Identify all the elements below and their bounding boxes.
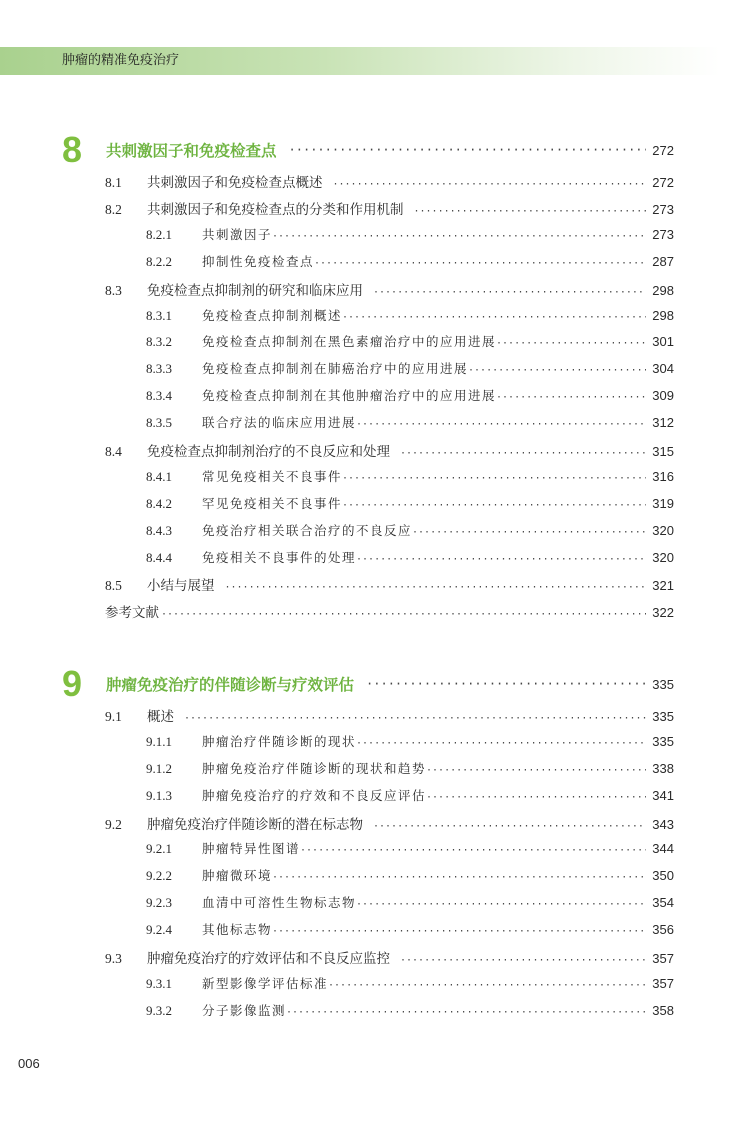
section-title: 其他标志物 bbox=[202, 922, 273, 937]
page-ref: 298 bbox=[652, 283, 674, 298]
section-number: 8.2.1 bbox=[146, 227, 172, 242]
page-ref: 312 bbox=[652, 415, 674, 430]
section-title: 共刺激因子和免疫检查点的分类和作用机制 bbox=[147, 202, 404, 218]
leader-dots bbox=[300, 845, 646, 856]
page-ref: 315 bbox=[652, 444, 674, 459]
section-title: 共刺激因子 bbox=[202, 227, 273, 242]
toc-subsection-entry[interactable] bbox=[146, 359, 674, 385]
section-title: 常见免疫相关不良事件 bbox=[202, 469, 343, 484]
section-title: 免疫检查点抑制剂治疗的不良反应和处理 bbox=[147, 444, 390, 460]
toc-section-entry[interactable] bbox=[105, 440, 674, 466]
toc-subsection-entry[interactable] bbox=[146, 386, 674, 412]
page-ref: 320 bbox=[652, 550, 674, 565]
leader-dots bbox=[366, 677, 646, 691]
section-number: 9.3 bbox=[105, 951, 122, 966]
leader-dots bbox=[289, 143, 647, 157]
page-ref: 354 bbox=[652, 895, 674, 910]
section-number: 8.5 bbox=[105, 578, 122, 593]
section-number: 9.2.3 bbox=[146, 895, 172, 910]
toc-subsection-entry[interactable] bbox=[146, 920, 674, 946]
toc-subsection-entry[interactable] bbox=[146, 252, 674, 278]
section-number: 8.2 bbox=[105, 202, 122, 217]
page-ref: 356 bbox=[652, 922, 674, 937]
section-number: 8.3.3 bbox=[146, 361, 172, 376]
leader-dots bbox=[225, 582, 647, 593]
toc-subsection-entry[interactable] bbox=[146, 786, 674, 812]
page-ref: 272 bbox=[652, 142, 674, 158]
page-ref: 321 bbox=[652, 578, 674, 593]
section-number: 8.4 bbox=[105, 444, 122, 459]
toc-subsection-entry[interactable] bbox=[146, 467, 674, 493]
leader-dots bbox=[161, 609, 646, 620]
page-ref: 322 bbox=[652, 605, 674, 620]
chapter-number: 8 bbox=[62, 129, 83, 170]
toc-section-entry[interactable] bbox=[105, 198, 674, 224]
page-ref: 320 bbox=[652, 523, 674, 538]
section-number: 8.1 bbox=[105, 175, 122, 190]
page-ref: 301 bbox=[652, 334, 674, 349]
section-number: 8.3 bbox=[105, 283, 122, 298]
section-number: 8.4.2 bbox=[146, 496, 172, 511]
page-ref: 350 bbox=[652, 868, 674, 883]
section-title: 肿瘤免疫治疗的疗效和不良反应评估 bbox=[202, 788, 427, 803]
section-title: 分子影像监测 bbox=[202, 1003, 287, 1018]
page-ref: 304 bbox=[652, 361, 674, 376]
section-number: 9.1.3 bbox=[146, 788, 172, 803]
toc-subsection-entry[interactable] bbox=[146, 1001, 674, 1027]
leader-dots bbox=[342, 473, 646, 484]
toc-entry-references[interactable] bbox=[105, 601, 674, 627]
page-ref: 273 bbox=[652, 202, 674, 217]
toc-section-entry[interactable] bbox=[105, 705, 674, 731]
toc-section-entry[interactable] bbox=[105, 947, 674, 973]
section-number: 8.4.4 bbox=[146, 550, 172, 565]
section-number: 8.4.1 bbox=[146, 469, 172, 484]
section-title: 免疫检查点抑制剂在黑色素瘤治疗中的应用进展 bbox=[202, 334, 497, 349]
toc-subsection-entry[interactable] bbox=[146, 866, 674, 892]
chapter-title: 共刺激因子和免疫检查点 bbox=[106, 142, 277, 160]
page-ref: 338 bbox=[652, 761, 674, 776]
page-ref: 309 bbox=[652, 388, 674, 403]
section-title: 免疫检查点抑制剂概述 bbox=[202, 308, 343, 323]
toc-section-entry[interactable] bbox=[105, 171, 674, 197]
toc-subsection-entry[interactable] bbox=[146, 306, 674, 332]
section-title: 肿瘤治疗伴随诊断的现状 bbox=[202, 734, 357, 749]
section-number: 9.2.4 bbox=[146, 922, 172, 937]
leader-dots bbox=[373, 287, 646, 298]
section-number: 8.3.5 bbox=[146, 415, 172, 430]
page-ref: 335 bbox=[652, 676, 674, 692]
chapter-title: 肿瘤免疫治疗的伴随诊断与疗效评估 bbox=[106, 676, 355, 694]
section-number: 8.3.4 bbox=[146, 388, 172, 403]
section-number: 8.3.1 bbox=[146, 308, 172, 323]
leader-dots bbox=[272, 231, 646, 242]
toc-subsection-entry[interactable] bbox=[146, 494, 674, 520]
section-title: 罕见免疫相关不良事件 bbox=[202, 496, 343, 511]
leader-dots bbox=[373, 821, 646, 832]
page-number: 006 bbox=[18, 1056, 40, 1071]
toc-subsection-entry[interactable] bbox=[146, 413, 674, 439]
leader-dots bbox=[286, 1007, 646, 1018]
leader-dots bbox=[184, 713, 646, 724]
section-title: 肿瘤免疫治疗伴随诊断的潜在标志物 bbox=[147, 817, 363, 833]
toc-subsection-entry[interactable] bbox=[146, 225, 674, 251]
section-number: 9.1 bbox=[105, 709, 122, 724]
section-title: 抑制性免疫检查点 bbox=[202, 254, 315, 269]
toc-section-entry[interactable] bbox=[105, 574, 674, 600]
page-ref: 287 bbox=[652, 254, 674, 269]
section-number: 9.2.2 bbox=[146, 868, 172, 883]
page-ref: 298 bbox=[652, 308, 674, 323]
leader-dots bbox=[468, 365, 646, 376]
toc-subsection-entry[interactable] bbox=[146, 974, 674, 1000]
toc-subsection-entry[interactable] bbox=[146, 732, 674, 758]
leader-dots bbox=[412, 527, 646, 538]
leader-dots bbox=[356, 419, 646, 430]
toc-section-entry[interactable] bbox=[105, 279, 674, 305]
chapter-heading[interactable] bbox=[62, 130, 674, 170]
page-ref: 341 bbox=[652, 788, 674, 803]
section-number: 9.1.2 bbox=[146, 761, 172, 776]
toc-subsection-entry[interactable] bbox=[146, 759, 674, 785]
leader-dots bbox=[272, 926, 646, 937]
section-title: 新型影像学评估标准 bbox=[202, 976, 329, 991]
section-number: 8.3.2 bbox=[146, 334, 172, 349]
toc-section-entry[interactable] bbox=[105, 813, 674, 839]
leader-dots bbox=[342, 500, 646, 511]
section-number: 9.1.1 bbox=[146, 734, 172, 749]
page-ref: 316 bbox=[652, 469, 674, 484]
section-title: 概述 bbox=[147, 709, 174, 725]
leader-dots bbox=[328, 980, 646, 991]
leader-dots bbox=[400, 448, 646, 459]
leader-dots bbox=[356, 554, 646, 565]
chapter-number: 9 bbox=[62, 663, 83, 704]
leader-dots bbox=[342, 312, 646, 323]
leader-dots bbox=[356, 738, 646, 749]
leader-dots bbox=[426, 765, 646, 776]
section-title: 小结与展望 bbox=[147, 578, 215, 594]
toc-subsection-entry[interactable] bbox=[146, 839, 674, 865]
section-title: 共刺激因子和免疫检查点概述 bbox=[147, 175, 323, 191]
section-number: 9.2 bbox=[105, 817, 122, 832]
section-number: 9.3.1 bbox=[146, 976, 172, 991]
page-ref: 335 bbox=[652, 709, 674, 724]
toc-subsection-entry[interactable] bbox=[146, 893, 674, 919]
running-header-title: 肿瘤的精准免疫治疗 bbox=[62, 53, 180, 68]
section-title: 免疫相关不良事件的处理 bbox=[202, 550, 357, 565]
section-title: 肿瘤免疫治疗的疗效评估和不良反应监控 bbox=[147, 951, 390, 967]
leader-dots bbox=[426, 792, 646, 803]
toc-subsection-entry[interactable] bbox=[146, 332, 674, 358]
page-ref: 273 bbox=[652, 227, 674, 242]
section-number: 9.2.1 bbox=[146, 841, 172, 856]
section-title: 肿瘤特异性图谱 bbox=[202, 841, 301, 856]
page-ref: 335 bbox=[652, 734, 674, 749]
section-title: 免疫治疗相关联合治疗的不良反应 bbox=[202, 523, 413, 538]
page-ref: 272 bbox=[652, 175, 674, 190]
leader-dots bbox=[314, 258, 646, 269]
section-title: 免疫检查点抑制剂在肺癌治疗中的应用进展 bbox=[202, 361, 469, 376]
section-title: 免疫检查点抑制剂在其他肿瘤治疗中的应用进展 bbox=[202, 388, 497, 403]
section-number: 8.2.2 bbox=[146, 254, 172, 269]
toc-subsection-entry[interactable] bbox=[146, 548, 674, 574]
section-title: 血清中可溶性生物标志物 bbox=[202, 895, 357, 910]
section-number: 8.4.3 bbox=[146, 523, 172, 538]
page-ref: 344 bbox=[652, 841, 674, 856]
section-title: 参考文献 bbox=[105, 605, 159, 621]
page-ref: 357 bbox=[652, 951, 674, 966]
page-ref: 319 bbox=[652, 496, 674, 511]
section-title: 肿瘤微环境 bbox=[202, 868, 273, 883]
leader-dots bbox=[356, 899, 646, 910]
chapter-heading[interactable] bbox=[62, 664, 674, 704]
leader-dots bbox=[496, 392, 646, 403]
page-ref: 343 bbox=[652, 817, 674, 832]
leader-dots bbox=[400, 955, 646, 966]
toc-subsection-entry[interactable] bbox=[146, 521, 674, 547]
leader-dots bbox=[272, 872, 646, 883]
section-title: 肿瘤免疫治疗伴随诊断的现状和趋势 bbox=[202, 761, 427, 776]
leader-dots bbox=[333, 179, 647, 190]
page-ref: 358 bbox=[652, 1003, 674, 1018]
section-number: 9.3.2 bbox=[146, 1003, 172, 1018]
section-title: 免疫检查点抑制剂的研究和临床应用 bbox=[147, 283, 363, 299]
leader-dots bbox=[414, 206, 647, 217]
page-ref: 357 bbox=[652, 976, 674, 991]
section-title: 联合疗法的临床应用进展 bbox=[202, 415, 357, 430]
leader-dots bbox=[496, 338, 646, 349]
